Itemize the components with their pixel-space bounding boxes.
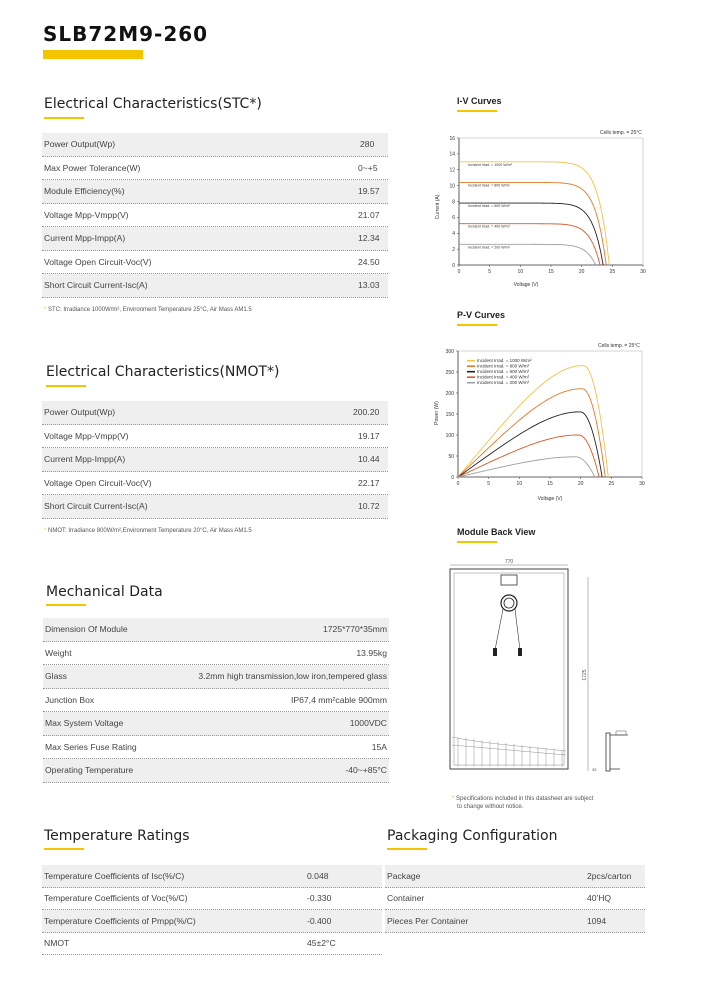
pv-title: P-V Curves (457, 310, 506, 320)
table-row: Short Circuit Current-Isc(A) 13.03 (42, 274, 388, 298)
stc-note: * STC: Irradiance 1000W/m², Environment Temperature 25°C, Air Mass AM1.5 (44, 307, 252, 313)
iv-series-label: Incident Irrad. = 800 W/m² (468, 183, 510, 188)
iv-chart (430, 124, 652, 292)
table-row: Temperature Coefficients of Voc(%/C) -0.330 (42, 888, 382, 911)
back-underline (457, 541, 497, 543)
table-row: Operating Temperature -40~+85°C (43, 759, 389, 783)
pv-series-line (458, 435, 599, 477)
stc-title: Electrical Characteristics(STC*) (44, 96, 262, 112)
table-row: Weight 13.95kg (43, 642, 389, 666)
iv-x-tick-label: 20 (578, 269, 585, 275)
pv-x-tick-label: 15 (547, 481, 553, 487)
pv-x-tick-label: 10 (516, 481, 523, 487)
iv-x-tick-label: 25 (609, 269, 616, 275)
iv-underline (457, 110, 497, 112)
pack-title: Packaging Configuration (387, 828, 558, 844)
nmot-underline (46, 385, 86, 387)
module-inner-frame (454, 573, 564, 765)
connector-right (518, 648, 522, 656)
iv-x-tick-label: 15 (548, 269, 554, 275)
pv-x-tick-label: 20 (577, 481, 584, 487)
iv-series-label: Incident Irrad. = 400 W/m² (468, 224, 510, 229)
pv-series-line (458, 389, 605, 477)
height-dim: 1725 (582, 669, 588, 681)
frame-section (606, 733, 610, 771)
table-row: Package 2pcs/carton (385, 865, 645, 888)
pv-y-tick-label: 150 (445, 411, 454, 418)
junction-box (501, 575, 517, 585)
pack-underline (387, 848, 427, 850)
spec-change-note: * Specifications included in this datasheet are subject to change without notice. (452, 796, 594, 810)
back-title: Module Back View (457, 527, 536, 537)
iv-y-tick-label: 2 (452, 246, 455, 253)
pv-x-tick-label: 25 (608, 481, 615, 487)
iv-y-tick-label: 12 (449, 167, 455, 174)
table-row: Short Circuit Current-Isc(A) 10.72 (42, 495, 388, 519)
pv-legend-label: Incident Irrad. = 600 W/m² (477, 369, 530, 374)
nmot-title: Electrical Characteristics(NMOT*) (46, 364, 280, 380)
iv-x-tick-label: 30 (640, 269, 646, 275)
pv-y-tick-label: 200 (445, 390, 454, 397)
cable-coil (501, 595, 517, 611)
pv-ylabel: Power (W) (434, 401, 440, 425)
table-row: Temperature Coefficients of Isc(%/C) 0.048 (42, 865, 382, 888)
iv-series-label: Incident Irrad. = 1000 W/m² (468, 162, 512, 167)
pv-legend-label: Incident Irrad. = 200 W/m² (477, 380, 530, 385)
title-accent-bar (43, 50, 143, 59)
table-row: Glass 3.2mm high transmission,low iron,tempered glass (43, 665, 389, 689)
table-row: Current Mpp-Impp(A) 10.44 (42, 448, 388, 472)
iv-y-tick-label: 0 (452, 262, 455, 269)
iv-series-label: Incident Irrad. = 600 W/m² (468, 204, 510, 209)
table-row: Module Efficiency(%) 19.57 (42, 180, 388, 204)
iv-y-tick-label: 6 (452, 215, 455, 222)
iv-title: I-V Curves (457, 96, 502, 106)
table-row: Power Output(Wp) 200.20 (42, 401, 388, 425)
iv-y-tick-label: 14 (449, 151, 455, 158)
table-row: Voltage Mpp-Vmpp(V) 21.07 (42, 204, 388, 228)
width-dim: 770 (504, 559, 514, 565)
module-frame (450, 569, 568, 769)
pv-chart (430, 338, 652, 506)
iv-y-tick-label: 10 (449, 183, 455, 190)
iv-xlabel: Voltage (V) (513, 282, 539, 288)
iv-corner-label: Cells temp. = 25°C (600, 130, 642, 136)
table-row: Voltage Mpp-Vmpp(V) 19.17 (42, 425, 388, 449)
table-row: Pieces Per Container 1094 (385, 910, 645, 933)
table-row: Voltage Open Circuit-Voc(V) 24.50 (42, 251, 388, 275)
table-row: Temperature Coefficients of Pmpp(%/C) -0.400 (42, 910, 382, 933)
pv-legend-label: Incident Irrad. = 400 W/m² (477, 374, 530, 380)
table-row: Current Mpp-Impp(A) 12.34 (42, 227, 388, 251)
pv-y-tick-label: 300 (445, 348, 454, 355)
iv-series-line (459, 203, 603, 265)
pv-corner-label: Cells temp. = 25°C (598, 343, 640, 349)
iv-x-tick-label: 0 (457, 269, 461, 275)
table-row: Junction Box IP67,4 mm²cable 900mm (43, 689, 389, 713)
pv-y-tick-label: 100 (445, 432, 454, 439)
pv-xlabel: Voltage (V) (537, 496, 563, 502)
iv-y-tick-label: 8 (452, 199, 455, 206)
connector-left (493, 648, 497, 656)
pack-table (385, 865, 645, 935)
pv-legend-label: Incident Irrad. = 1000 W/m² (477, 358, 532, 363)
stc-underline (44, 117, 84, 119)
depth-dim: 35 (592, 767, 597, 772)
nmot-note: * NMOT: Irradiance 800W/m²,Environment Temperature 20°C, Air Mass AM1.5 (44, 528, 252, 534)
iv-x-tick-label: 10 (517, 269, 524, 275)
mech-underline (46, 604, 86, 606)
table-row: NMOT 45±2°C (42, 933, 382, 956)
table-row: Max Series Fuse Rating 15A (43, 736, 389, 760)
mech-table (43, 618, 389, 783)
temp-title: Temperature Ratings (44, 828, 190, 844)
iv-x-tick-label: 5 (488, 269, 492, 275)
pv-x-tick-label: 0 (456, 481, 460, 487)
table-row: Voltage Open Circuit-Voc(V) 22.17 (42, 472, 388, 496)
pv-y-tick-label: 50 (448, 453, 454, 460)
table-row: Power Output(Wp) 280 (42, 133, 388, 157)
cable-coil-inner (504, 598, 514, 608)
mech-title: Mechanical Data (46, 584, 163, 600)
pv-underline (457, 324, 497, 326)
nmot-table (42, 401, 388, 519)
table-row: Max Power Tolerance(W) 0~+5 (42, 157, 388, 181)
cable-left (495, 609, 503, 650)
pv-y-tick-label: 250 (445, 369, 454, 376)
iv-series-line (459, 162, 609, 265)
table-row: Container 40'HQ (385, 888, 645, 911)
iv-ylabel: Current (A) (435, 194, 441, 220)
frame-section-flanges (610, 735, 628, 769)
cable-right (515, 609, 520, 650)
stc-table (42, 133, 388, 298)
table-row: Max System Voltage 1000VDC (43, 712, 389, 736)
bottom-hatching (452, 737, 566, 767)
iv-y-tick-label: 4 (452, 231, 455, 238)
pv-y-tick-label: 0 (451, 474, 454, 481)
iv-series-label: Incident Irrad. = 200 W/m² (468, 245, 510, 250)
iv-y-tick-label: 16 (449, 135, 455, 142)
module-back-drawing (440, 555, 650, 785)
temp-underline (44, 848, 84, 850)
pv-legend-label: Incident Irrad. = 800 W/m² (477, 363, 530, 369)
table-row: Dimension Of Module 1725*770*35mm (43, 618, 389, 642)
pv-x-tick-label: 30 (639, 481, 645, 487)
frame-section-cap (616, 731, 626, 735)
pv-x-tick-label: 5 (487, 481, 491, 487)
temp-table (42, 865, 382, 957)
product-model: SLB72M9-260 (43, 22, 209, 46)
